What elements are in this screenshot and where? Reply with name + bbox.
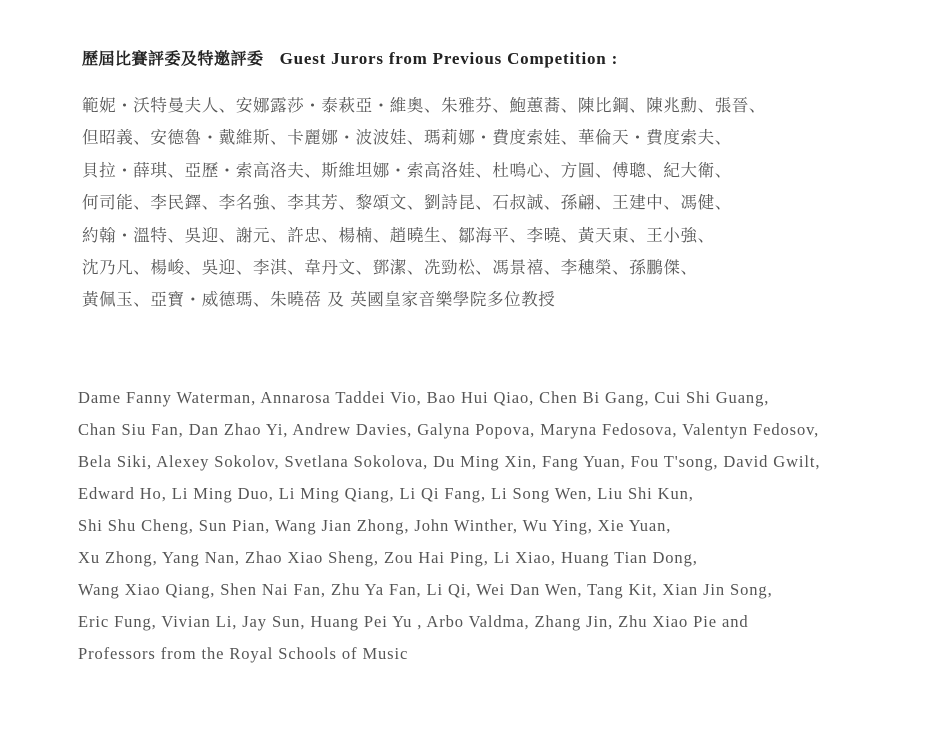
- jurors-line-zh: 黃佩玉、亞寶・威德瑪、朱曉蓓 及 英國皇家音樂學院多位教授: [82, 290, 556, 310]
- jurors-line-en: Shi Shu Cheng, Sun Pian, Wang Jian Zhong, John Winther, Wu Ying, Xie Yuan,: [78, 516, 672, 535]
- heading-english: Guest Jurors from Previous Competition :: [279, 49, 619, 68]
- jurors-line-zh: 但昭義、安德魯・戴維斯、卡麗娜・波波娃、瑪莉娜・費度索娃、華倫天・費度索夫、: [82, 128, 732, 148]
- jurors-line-en: Edward Ho, Li Ming Duo, Li Ming Qiang, Li Qi Fang, Li Song Wen, Liu Shi Kun,: [78, 484, 694, 503]
- jurors-line-en: Dame Fanny Waterman, Annarosa Taddei Vio, Bao Hui Qiao, Chen Bi Gang, Cui Shi Guang,: [78, 388, 770, 407]
- jurors-line-en: Xu Zhong, Yang Nan, Zhao Xiao Sheng, Zou Hai Ping, Li Xiao, Huang Tian Dong,: [78, 548, 698, 567]
- jurors-line-zh: 範妮・沃特曼夫人、安娜露莎・泰萩亞・維奧、朱雅芬、鮑蕙蕎、陳比鋼、陳兆勳、張晉、: [82, 96, 766, 115]
- section-heading: [82, 46, 618, 69]
- heading-chinese: 歷屆比賽評委及特邀評委: [82, 49, 264, 68]
- jurors-list-chinese: [82, 90, 912, 317]
- jurors-line-zh: 何司能、李民鐸、李名強、李其芳、黎頌文、劉詩昆、石叔誠、孫翩、王建中、馮健、: [82, 193, 732, 213]
- jurors-line-zh: 貝拉・薛琪、亞歷・索高洛夫、斯維坦娜・索高洛娃、杜鳴心、方圓、傅聰、紀大衛、: [82, 160, 732, 180]
- jurors-line-en: Chan Siu Fan, Dan Zhao Yi, Andrew Davies, Galyna Popova, Maryna Fedosova, Valentyn Fedosov,: [78, 420, 820, 439]
- jurors-line-en: Wang Xiao Qiang, Shen Nai Fan, Zhu Ya Fan, Li Qi, Wei Dan Wen, Tang Kit, Xian Jin Song,: [78, 580, 773, 599]
- jurors-line-zh: 約翰・溫特、吳迎、謝元、許忠、楊楠、趙曉生、鄒海平、李曉、黃天東、王小強、: [82, 225, 715, 245]
- jurors-list-english: [78, 382, 928, 670]
- jurors-line-en: Professors from the Royal Schools of Music: [78, 644, 409, 663]
- jurors-line-zh: 沈乃凡、楊峻、吳迎、李淇、韋丹文、鄧潔、冼勁松、馮景禧、李穗榮、孫鵬傑、: [82, 257, 698, 277]
- jurors-line-en: Bela Siki, Alexey Sokolov, Svetlana Sokolova, Du Ming Xin, Fang Yuan, Fou T'song, David Gwilt,: [78, 452, 821, 471]
- jurors-line-en: Eric Fung, Vivian Li, Jay Sun, Huang Pei Yu , Arbo Valdma, Zhang Jin, Zhu Xiao Pie and: [78, 612, 749, 631]
